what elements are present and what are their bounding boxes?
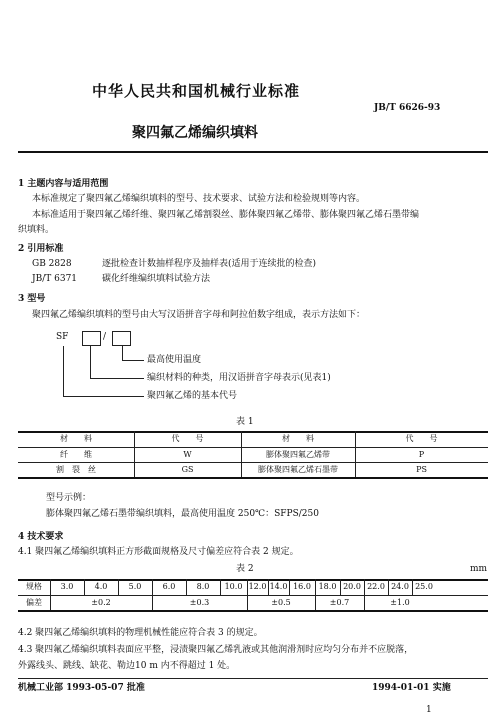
leader-line-temp — [122, 346, 123, 360]
ref-title-1: 逐批检查计数抽样程序及抽样表(适用于连续批的检查) — [102, 259, 317, 269]
section-2-heading: 2 引用标准 — [18, 244, 64, 254]
leader-line-material — [90, 346, 91, 378]
table-1-cell: P — [418, 450, 425, 459]
table-1-header-code-1: 代 号 — [171, 434, 204, 443]
section-4-2: 4.2 聚四氟乙烯编织填料的物理机械性能应符合表 3 的规定。 — [18, 628, 263, 638]
diagram-label-temp: 最高使用温度 — [147, 355, 202, 365]
table-1-cell: W — [183, 450, 192, 459]
table-2-spec: 22.0 — [367, 582, 385, 591]
diagram-label-base: 聚四氟乙烯的基本代号 — [147, 391, 238, 401]
table-2-spec: 14.0 — [269, 582, 288, 591]
table-2-caption: 表 2 — [236, 564, 254, 574]
table-2-row-label-dev: 偏差 — [26, 598, 42, 607]
table-2-dev: ±1.0 — [390, 598, 410, 607]
table-1-header-material-1: 材 料 — [60, 434, 92, 443]
section-1-para-2b: 织填料。 — [18, 225, 55, 235]
model-slash: / — [103, 332, 107, 342]
table-2-dev: ±0.3 — [189, 598, 210, 607]
section-1-para-2a: 本标准适用于聚四氟乙烯纤维、聚四氟乙烯割裂丝、膨体聚四氟乙烯带、膨体聚四氟乙烯石墨带编 — [32, 210, 420, 220]
table-2-row-label-spec: 规格 — [26, 582, 42, 591]
standard-code: JB/T 6626-93 — [374, 103, 441, 113]
implementation-date: 1994-01-01 实施 — [372, 683, 451, 693]
doc-title: 聚四氟乙烯编织填料 — [132, 125, 258, 141]
footer-rule — [18, 678, 488, 679]
section-4-1: 4.1 聚四氟乙烯编织填料正方形截面规格及尺寸偏差应符合表 2 规定。 — [18, 547, 299, 557]
leader-line-base-h — [63, 396, 144, 397]
table-2-spec: 24.0 — [391, 582, 409, 591]
section-4-3b: 外露线头、跳线、缺花、勒边10 m 内不得超过 1 处。 — [18, 661, 236, 671]
table-2-spec: 25.0 — [415, 582, 433, 591]
table-1-caption: 表 1 — [236, 417, 254, 427]
table-1-cell: 纤 维 — [60, 450, 92, 459]
section-4-heading: 4 技术要求 — [18, 532, 64, 542]
industry-title: 中华人民共和国机械行业标准 — [92, 82, 301, 100]
table-2-spec: 20.0 — [343, 582, 361, 591]
example-label: 型号示例： — [46, 493, 92, 503]
section-4-3a: 4.3 聚四氟乙烯编织填料表面应平整，浸渍聚四氟乙烯乳液或其他润滑剂时应均匀分布并不应脱落， — [18, 645, 414, 655]
example-text: 膨体聚四氟乙烯石墨带编织填料，最高使用温度 250℃：SFPS/250 — [46, 509, 319, 519]
table-2-dev: ±0.2 — [91, 598, 111, 607]
table-2-dev: ±0.7 — [329, 598, 350, 607]
page-number: 1 — [426, 705, 432, 715]
table-2-spec: 16.0 — [293, 582, 311, 591]
model-prefix: SF — [56, 332, 69, 342]
table-2-spec: 4.0 — [94, 582, 108, 591]
diagram-label-material: 编织材料的种类，用汉语拼音字母表示(见表1) — [147, 373, 331, 383]
leader-line-base — [63, 346, 64, 396]
table-2-spec: 12.0 — [248, 582, 267, 591]
table-2-dev: ±0.5 — [271, 598, 291, 607]
approval-date: 机械工业部 1993-05-07 批准 — [18, 683, 145, 693]
leader-line-temp-h — [122, 360, 144, 361]
table-1-cell: PS — [416, 465, 427, 474]
temperature-box — [112, 331, 131, 346]
ref-code-1: GB 2828 — [32, 259, 72, 269]
table-1-cell: 膨体聚四氟乙烯石墨带 — [258, 465, 338, 474]
table-2-spec: 5.0 — [128, 582, 142, 591]
table-1-header-material-2: 材 料 — [282, 434, 314, 443]
table-2-spec: 18.0 — [318, 582, 337, 591]
table-1-cell: 膨体聚四氟乙烯带 — [266, 450, 330, 459]
table-2-spec: 3.0 — [60, 582, 74, 591]
table-2-spec: 6.0 — [162, 582, 176, 591]
section-3-heading: 3 型号 — [18, 294, 46, 304]
header-rule — [18, 151, 488, 153]
table-1-cell: GS — [181, 465, 194, 474]
material-code-box — [82, 331, 101, 346]
section-3-intro: 聚四氟乙烯编织填料的型号由大写汉语拼音字母和阿拉伯数字组成，表示方法如下： — [32, 310, 366, 320]
section-1-heading: 1 主题内容与适用范围 — [18, 179, 109, 189]
table-2-spec: 8.0 — [196, 582, 210, 591]
table-2-spec: 10.0 — [224, 582, 243, 591]
ref-title-2: 碳化纤维编织填料试验方法 — [102, 274, 211, 284]
table-1-header-code-2: 代 号 — [405, 434, 438, 443]
section-1-para-1: 本标准规定了聚四氟乙烯编织填料的型号、技术要求、试验方法和检验规则等内容。 — [32, 194, 366, 204]
leader-line-material-h — [90, 378, 144, 379]
ref-code-2: JB/T 6371 — [32, 274, 78, 284]
table-2-unit: mm — [470, 564, 488, 574]
table-1-cell: 割 裂 丝 — [56, 465, 96, 474]
